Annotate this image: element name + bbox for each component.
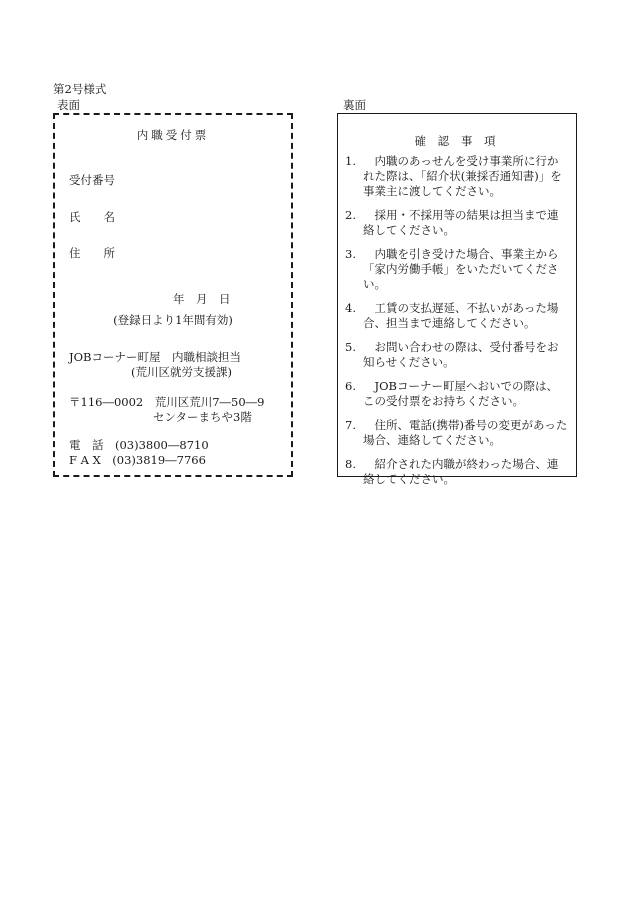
reception-card-back [337, 113, 577, 486]
reception-card-front [53, 113, 293, 477]
item-number: 1. [345, 154, 356, 168]
item-text: 採用・不採用等の結果は担当まで連絡してください。 [363, 208, 559, 237]
confirmation-item [338, 154, 576, 199]
item-number: 2. [345, 208, 356, 222]
address-field: 住 所 [69, 246, 115, 260]
date-line: 年 月 日 [173, 292, 231, 306]
item-number: 4. [345, 301, 356, 315]
back-side-label: 裏面 [343, 98, 366, 112]
name-field: 氏 名 [69, 210, 115, 224]
item-text: 内職のあっせんを受け事業所に行かれた際は、「紹介状(兼採否通知書)」を事業主に渡してください。 [363, 154, 562, 198]
item-number: 7. [345, 418, 356, 432]
confirmation-item [338, 301, 576, 331]
confirmation-item [338, 457, 576, 487]
telephone-number: 電 話 (03)3800―8710 [69, 438, 209, 452]
office-name: JOBコーナー町屋 内職相談担当 [69, 350, 241, 364]
confirmation-item [338, 247, 576, 292]
item-text: JOBコーナー町屋へおいでの際は、この受付票をお持ちください。 [363, 379, 558, 408]
confirmation-list [338, 154, 576, 496]
office-department: (荒川区就労支援課) [131, 365, 232, 379]
item-text: 内職を引き受けた場合、事業主から「家内労働手帳」をいただいてください。 [363, 247, 559, 291]
building-name: センターまちや3階 [153, 410, 252, 424]
confirmation-item [338, 208, 576, 238]
confirmation-item [338, 340, 576, 370]
reception-number-field: 受付番号 [69, 173, 115, 187]
fax-number: F A X (03)3819―7766 [69, 453, 206, 467]
confirmation-title: 確 認 事 項 [414, 134, 500, 148]
item-number: 3. [345, 247, 356, 261]
validity-note: (登録日より1年間有効) [113, 313, 233, 327]
card-title: 内職受付票 [136, 128, 210, 142]
item-text: 工賃の支払遅延、不払いがあった場合、担当まで連絡してください。 [363, 301, 559, 330]
item-number: 5. [345, 340, 356, 354]
item-text: 紹介された内職が終わった場合、連絡してください。 [363, 457, 559, 486]
item-number: 8. [345, 457, 356, 471]
form-number-label: 第2号様式 [53, 82, 107, 96]
item-number: 6. [345, 379, 356, 393]
item-text: お問い合わせの際は、受付番号をお知らせください。 [363, 340, 559, 369]
item-text: 住所、電話(携帯)番号の変更があった場合、連絡してください。 [363, 418, 568, 447]
postal-address: 〒116―0002 荒川区荒川7―50―9 [69, 395, 265, 409]
confirmation-item [338, 379, 576, 409]
front-side-label: 表面 [57, 98, 80, 112]
confirmation-item [338, 418, 576, 448]
